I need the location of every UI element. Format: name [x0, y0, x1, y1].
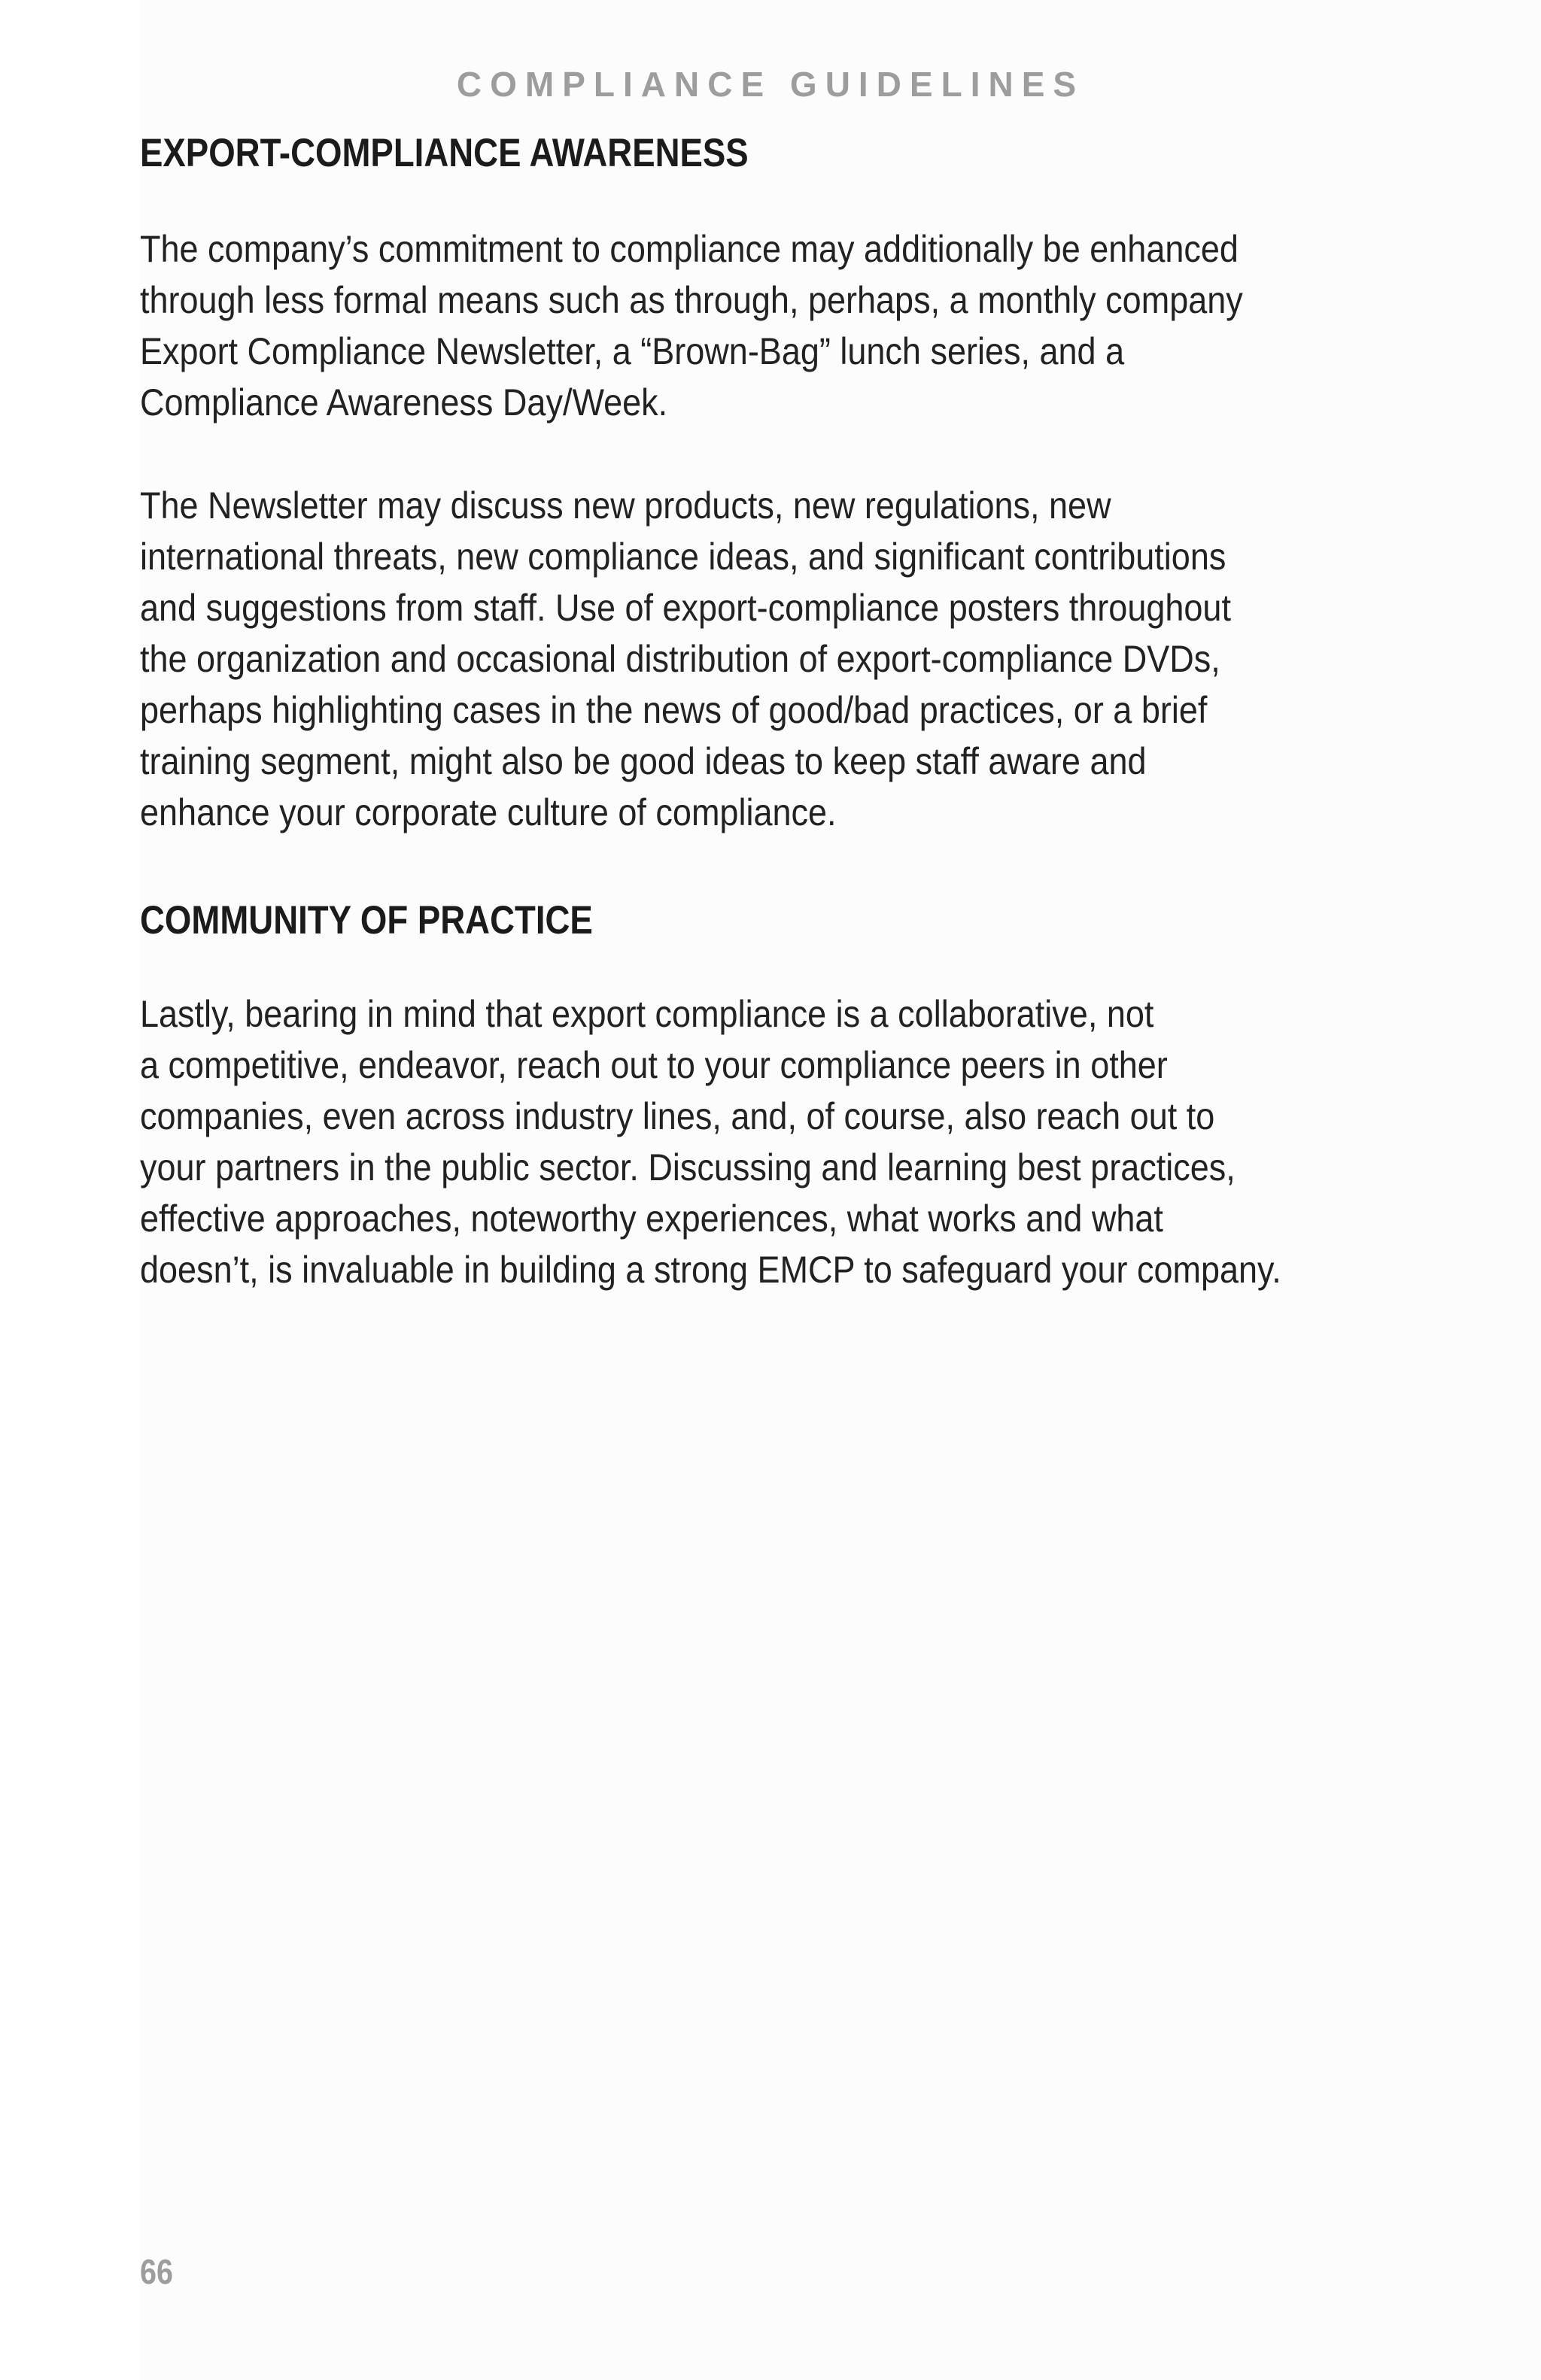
text-line: doesn’t, is invaluable in building a strong EMCP to safeguard your company.: [140, 1249, 1281, 1291]
text-line: and suggestions from staff. Use of export-compliance posters throughout: [140, 587, 1231, 629]
text-line: companies, even across industry lines, and, of course, also reach out to: [140, 1095, 1215, 1137]
text-line: Export Compliance Newsletter, a “Brown-Bag” lunch series, and a: [140, 330, 1125, 372]
text-line: your partners in the public sector. Discussing and learning best practices,: [140, 1146, 1236, 1188]
section-heading: EXPORT-COMPLIANCE AWARENESS: [140, 131, 749, 175]
text-line: The Newsletter may discuss new products, new regulations, new: [140, 484, 1111, 527]
page-number: 66: [140, 2252, 174, 2291]
text-line: training segment, might also be good ideas to keep staff aware and: [140, 740, 1147, 782]
running-head: COMPLIANCE GUIDELINES: [456, 65, 1085, 104]
text-line: Compliance Awareness Day/Week.: [140, 381, 668, 423]
section-community-of-practice: [140, 897, 667, 945]
text-line: effective approaches, noteworthy experiences, what works and what: [140, 1198, 1163, 1240]
text-line: perhaps highlighting cases in the news of good/bad practices, or a brief: [140, 689, 1208, 731]
paragraph: [140, 480, 1352, 838]
paragraph: [140, 223, 1366, 428]
text-line: international threats, new compliance ideas, and significant contributions: [140, 536, 1226, 578]
paragraph: [140, 988, 1408, 1295]
text-line: the organization and occasional distribution of export-compliance DVDs,: [140, 638, 1220, 680]
text-line: The company’s commitment to compliance may additionally be enhanced: [140, 228, 1239, 270]
section-export-compliance-awareness: [140, 129, 847, 178]
text-line: Lastly, bearing in mind that export compliance is a collaborative, not: [140, 993, 1154, 1035]
text-line: a competitive, endeavor, reach out to your compliance peers in other: [140, 1044, 1168, 1086]
section-heading: COMMUNITY OF PRACTICE: [140, 898, 593, 943]
text-line: through less formal means such as through, perhaps, a monthly company: [140, 279, 1243, 321]
text-line: enhance your corporate culture of compliance.: [140, 791, 837, 833]
